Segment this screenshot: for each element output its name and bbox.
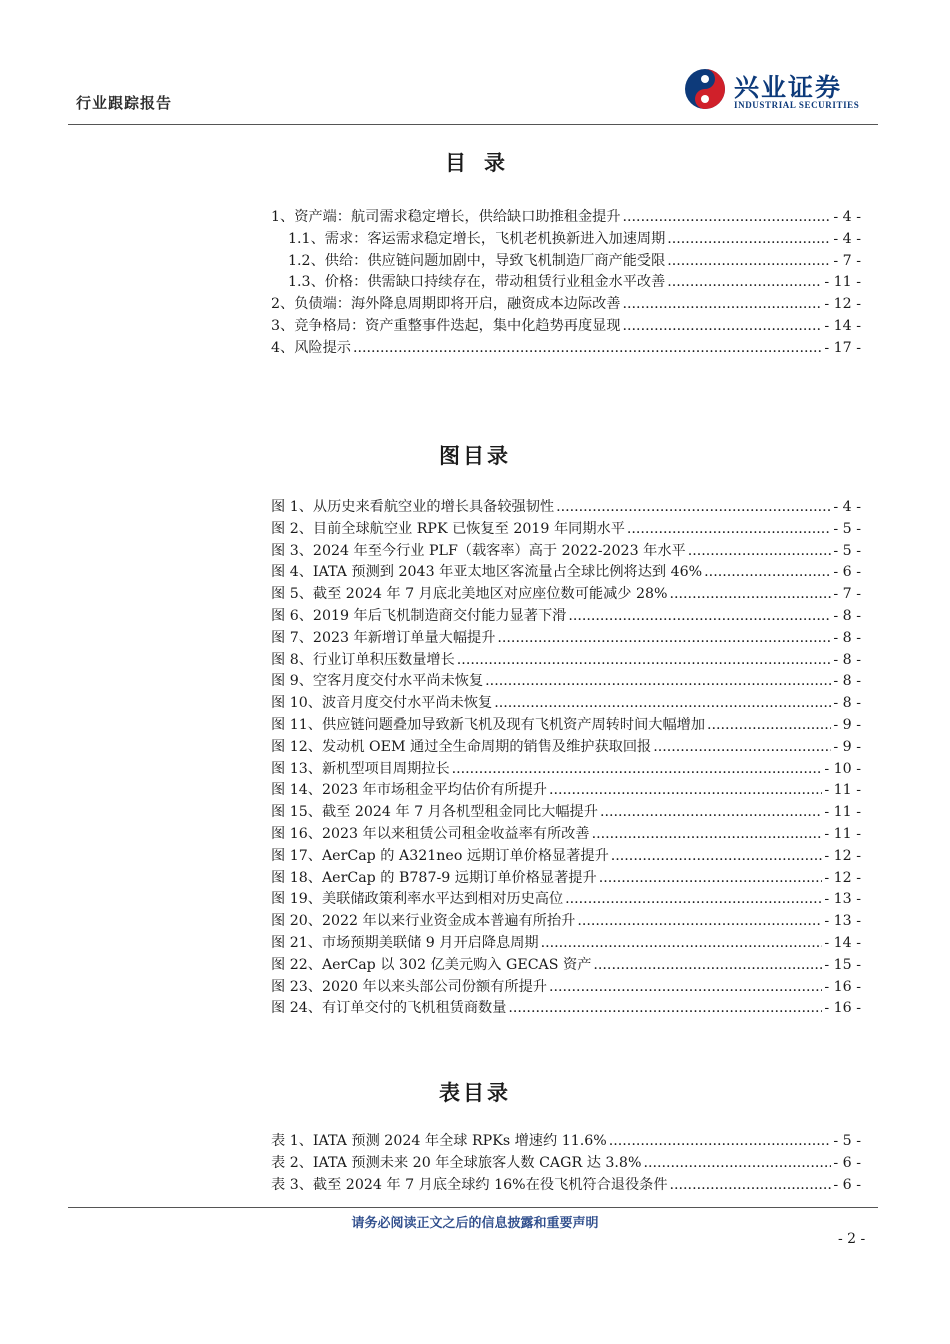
dot-leader bbox=[600, 802, 822, 824]
figure-entry[interactable] bbox=[271, 584, 861, 606]
figure-entry-page: - 7 - bbox=[833, 586, 861, 603]
toc-entry[interactable] bbox=[271, 316, 861, 338]
figure-entry[interactable] bbox=[271, 519, 861, 541]
table-entry-page: - 6 - bbox=[833, 1176, 861, 1193]
figure-list bbox=[271, 497, 861, 1020]
toc-entry-page: - 14 - bbox=[824, 317, 861, 334]
figure-entry-page: - 8 - bbox=[833, 695, 861, 712]
figure-entry-title[interactable]: 图 9、空客月度交付水平尚未恢复 bbox=[271, 673, 484, 690]
dot-leader bbox=[623, 316, 823, 338]
figure-entry-title[interactable]: 图 3、2024 年至今行业 PLF（载客率）高于 2022-2023 年水平 bbox=[271, 542, 686, 559]
figure-entry[interactable] bbox=[271, 541, 861, 563]
figure-entry[interactable] bbox=[271, 671, 861, 693]
figure-entry[interactable] bbox=[271, 911, 861, 933]
table-entry[interactable] bbox=[271, 1175, 861, 1197]
dot-leader bbox=[688, 541, 832, 563]
dot-leader bbox=[653, 737, 831, 759]
dot-leader bbox=[549, 977, 822, 999]
figure-entry[interactable] bbox=[271, 868, 861, 890]
figure-entry[interactable] bbox=[271, 977, 861, 999]
figure-entry-page: - 6 - bbox=[833, 564, 861, 581]
table-list bbox=[271, 1131, 861, 1196]
figure-entry-page: - 16 - bbox=[824, 978, 861, 995]
figure-entry[interactable] bbox=[271, 759, 861, 781]
figure-entry-title[interactable]: 图 17、AerCap 的 A321neo 远期订单价格显著提升 bbox=[271, 847, 609, 864]
toc-entry-title[interactable]: 1、资产端：航司需求稳定增长，供给缺口助推租金提升 bbox=[271, 209, 621, 225]
figure-entry-page: - 5 - bbox=[833, 520, 861, 537]
figure-entry-page: - 13 - bbox=[824, 891, 861, 908]
figure-entry-page: - 5 - bbox=[833, 542, 861, 559]
disclaimer-note: 请务必阅读正文之后的信息披露和重要声明 bbox=[351, 1216, 599, 1231]
figure-entry-page: - 12 - bbox=[824, 869, 861, 886]
dot-leader bbox=[549, 780, 822, 802]
toc-entry-page: - 7 - bbox=[833, 252, 861, 269]
company-logo bbox=[684, 66, 884, 116]
dot-leader bbox=[670, 584, 832, 606]
figure-entry-title[interactable]: 图 7、2023 年新增订单量大幅提升 bbox=[271, 629, 496, 646]
figure-entry-title[interactable]: 图 24、有订单交付的飞机租赁商数量 bbox=[271, 1000, 507, 1017]
figure-entry[interactable] bbox=[271, 889, 861, 911]
dot-leader bbox=[627, 519, 831, 541]
figure-entry-page: - 11 - bbox=[824, 825, 861, 842]
toc-entry[interactable] bbox=[271, 272, 861, 294]
figure-entry-page: - 9 - bbox=[833, 716, 861, 733]
figure-entry-title[interactable]: 图 5、截至 2024 年 7 月底北美地区对应座位数可能减少 28% bbox=[271, 586, 668, 603]
figure-entry[interactable] bbox=[271, 802, 861, 824]
figure-entry-page: - 12 - bbox=[824, 847, 861, 864]
figure-entry-title[interactable]: 图 23、2020 年以来头部公司份额有所提升 bbox=[271, 978, 547, 995]
toc-entry-page: - 4 - bbox=[833, 230, 861, 247]
toc-list bbox=[271, 207, 861, 360]
toc-entry[interactable] bbox=[271, 207, 861, 229]
dot-leader bbox=[592, 824, 823, 846]
figure-entry-page: - 8 - bbox=[833, 673, 861, 690]
dot-leader bbox=[577, 911, 822, 933]
toc-entry[interactable] bbox=[271, 251, 861, 273]
figure-list-title: 图目录 bbox=[439, 444, 511, 468]
table-entry-title[interactable]: 表 1、IATA 预测 2024 年全球 RPKs 增速约 11.6% bbox=[271, 1133, 607, 1149]
figure-entry[interactable] bbox=[271, 933, 861, 955]
dot-leader bbox=[667, 251, 831, 273]
toc-entry-page: - 4 - bbox=[833, 209, 861, 225]
table-entry-title[interactable]: 表 3、截至 2024 年 7 月底全球约 16%在役飞机符合退役条件 bbox=[271, 1176, 668, 1193]
figure-entry-title[interactable]: 图 1、从历史来看航空业的增长具备较强韧性 bbox=[271, 499, 555, 515]
dot-leader bbox=[599, 868, 823, 890]
figure-entry-page: - 14 - bbox=[824, 934, 861, 951]
figure-entry[interactable] bbox=[271, 737, 861, 759]
report-type-label: 行业跟踪报告 bbox=[76, 94, 173, 112]
figure-entry[interactable] bbox=[271, 650, 861, 672]
dot-leader bbox=[556, 497, 831, 519]
toc-entry-page: - 11 - bbox=[824, 274, 861, 291]
figure-entry-page: - 9 - bbox=[833, 738, 861, 755]
figure-entry-page: - 4 - bbox=[833, 499, 861, 515]
header-divider bbox=[68, 124, 878, 125]
page-number: - 2 - bbox=[838, 1231, 866, 1247]
logo-english-name: INDUSTRIAL SECURITIES bbox=[734, 100, 860, 110]
figure-entry-page: - 8 - bbox=[833, 651, 861, 668]
dot-leader bbox=[497, 628, 831, 650]
figure-entry-page: - 13 - bbox=[824, 913, 861, 930]
dot-leader bbox=[541, 933, 823, 955]
toc-entry-title[interactable]: 3、竞争格局：资产重整事件迭起，集中化趋势再度显现 bbox=[271, 317, 621, 334]
figure-entry-title[interactable]: 图 13、新机型项目周期拉长 bbox=[271, 760, 450, 777]
figure-entry[interactable] bbox=[271, 998, 861, 1020]
dot-leader bbox=[508, 998, 822, 1020]
table-entry[interactable] bbox=[271, 1131, 861, 1153]
dot-leader bbox=[593, 955, 822, 977]
figure-entry[interactable] bbox=[271, 606, 861, 628]
dot-leader bbox=[457, 650, 832, 672]
figure-entry[interactable] bbox=[271, 497, 861, 519]
dot-leader bbox=[670, 1175, 832, 1197]
figure-entry[interactable] bbox=[271, 693, 861, 715]
figure-entry[interactable] bbox=[271, 824, 861, 846]
toc-entry-title[interactable]: 2、负债端：海外降息周期即将开启，融资成本边际改善 bbox=[271, 296, 621, 313]
dot-leader bbox=[667, 272, 822, 294]
figure-entry[interactable] bbox=[271, 955, 861, 977]
dot-leader bbox=[611, 846, 823, 868]
toc-title: 目录 bbox=[445, 151, 523, 175]
figure-entry-title[interactable]: 图 19、美联储政策利率水平达到相对历史高位 bbox=[271, 891, 564, 908]
figure-entry-page: - 15 - bbox=[824, 956, 861, 973]
figure-entry-page: - 8 - bbox=[833, 607, 861, 624]
figure-entry[interactable] bbox=[271, 715, 861, 737]
figure-entry-title[interactable]: 图 10、波音月度交付水平尚未恢复 bbox=[271, 695, 493, 712]
figure-entry-page: - 11 - bbox=[824, 782, 861, 799]
toc-entry-page: - 12 - bbox=[824, 296, 861, 313]
figure-entry-title[interactable]: 图 6、2019 年后飞机制造商交付能力显著下滑 bbox=[271, 607, 567, 624]
figure-entry-title[interactable]: 图 4、IATA 预测到 2043 年亚太地区客流量占全球比例将达到 46% bbox=[271, 564, 703, 581]
figure-entry[interactable] bbox=[271, 562, 861, 584]
toc-entry[interactable] bbox=[271, 338, 861, 360]
figure-entry-title[interactable]: 图 2、目前全球航空业 RPK 已恢复至 2019 年同期水平 bbox=[271, 520, 625, 537]
figure-entry-page: - 11 - bbox=[824, 804, 861, 821]
figure-entry-title[interactable]: 图 12、发动机 OEM 通过全生命周期的销售及维护获取回报 bbox=[271, 738, 652, 755]
logo-chinese-name: 兴业证券 bbox=[734, 73, 843, 102]
figure-entry-title[interactable]: 图 20、2022 年以来行业资金成本普遍有所抬升 bbox=[271, 913, 576, 930]
dot-leader bbox=[565, 889, 822, 911]
toc-entry[interactable] bbox=[271, 294, 861, 316]
figure-entry[interactable] bbox=[271, 628, 861, 650]
footer-divider bbox=[68, 1207, 878, 1208]
figure-entry[interactable] bbox=[271, 846, 861, 868]
figure-entry-title[interactable]: 图 8、行业订单积压数量增长 bbox=[271, 651, 455, 668]
figure-entry-title[interactable]: 图 22、AerCap 以 302 亿美元购入 GECAS 资产 bbox=[271, 956, 592, 973]
table-entry-page: - 6 - bbox=[833, 1154, 861, 1171]
figure-entry-page: - 8 - bbox=[833, 629, 861, 646]
toc-entry-page: - 17 - bbox=[824, 339, 861, 356]
figure-entry-page: - 16 - bbox=[824, 1000, 861, 1017]
table-list-title: 表目录 bbox=[439, 1081, 511, 1105]
figure-entry-title[interactable]: 图 14、2023 年市场租金平均估价有所提升 bbox=[271, 782, 547, 799]
toc-entry-title[interactable]: 1.3、价格：供需缺口持续存在，带动租赁行业租金水平改善 bbox=[288, 274, 666, 291]
table-entry[interactable] bbox=[271, 1153, 861, 1175]
dot-leader bbox=[667, 229, 831, 251]
figure-entry-title[interactable]: 图 15、截至 2024 年 7 月各机型租金同比大幅提升 bbox=[271, 804, 598, 821]
dot-leader bbox=[643, 1153, 831, 1175]
toc-entry-title[interactable]: 1.2、供给：供应链问题加剧中，导致飞机制造厂商产能受限 bbox=[288, 252, 666, 269]
toc-entry-title[interactable]: 1.1、需求：客运需求稳定增长，飞机老机换新进入加速周期 bbox=[288, 230, 666, 247]
figure-entry-title[interactable]: 图 18、AerCap 的 B787-9 远期订单价格显著提升 bbox=[271, 869, 597, 886]
dot-leader bbox=[707, 715, 831, 737]
dot-leader bbox=[623, 294, 823, 316]
dot-leader bbox=[485, 671, 831, 693]
dot-leader bbox=[704, 562, 831, 584]
dot-leader bbox=[568, 606, 831, 628]
dot-leader bbox=[452, 759, 823, 781]
dot-leader bbox=[494, 693, 831, 715]
dot-leader bbox=[623, 207, 832, 229]
table-entry-title[interactable]: 表 2、IATA 预测未来 20 年全球旅客人数 CAGR 达 3.8% bbox=[271, 1154, 642, 1171]
toc-entry[interactable] bbox=[271, 229, 861, 251]
figure-entry[interactable] bbox=[271, 780, 861, 802]
dot-leader bbox=[609, 1131, 832, 1153]
dot-leader bbox=[353, 338, 822, 360]
figure-entry-title[interactable]: 图 16、2023 年以来租赁公司租金收益率有所改善 bbox=[271, 825, 590, 842]
figure-entry-title[interactable]: 图 11、供应链问题叠加导致新飞机及现有飞机资产周转时间大幅增加 bbox=[271, 716, 706, 733]
table-entry-page: - 5 - bbox=[833, 1133, 861, 1149]
figure-entry-title[interactable]: 图 21、市场预期美联储 9 月开启降息周期 bbox=[271, 934, 539, 951]
toc-entry-title[interactable]: 4、风险提示 bbox=[271, 339, 351, 356]
logo-icon bbox=[684, 68, 726, 110]
figure-entry-page: - 10 - bbox=[824, 760, 861, 777]
